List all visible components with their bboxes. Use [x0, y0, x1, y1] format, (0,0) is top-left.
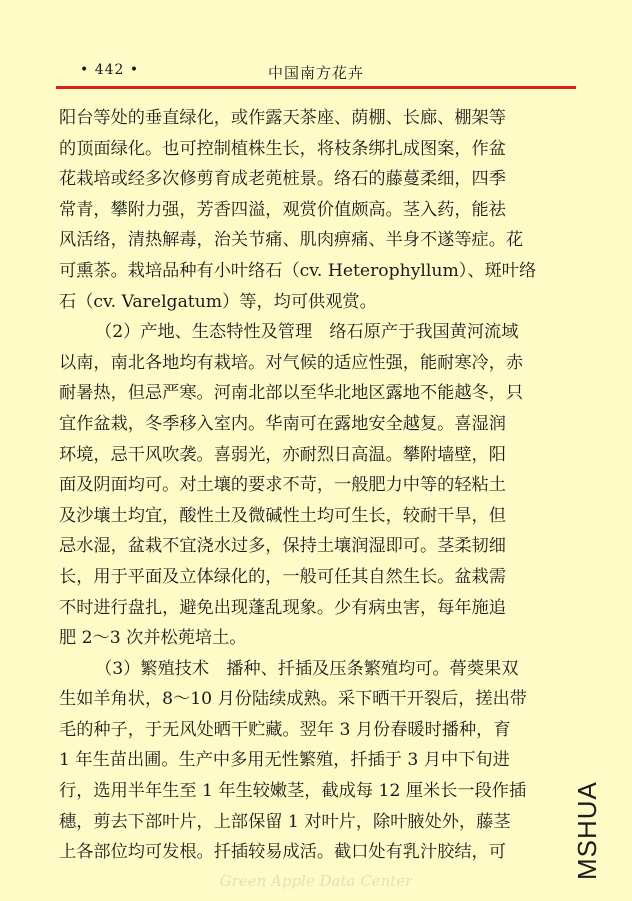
- watermark-bottom: Green Apple Data Center: [219, 872, 413, 890]
- body-line: 以南，南北各地均有栽培。对气候的适应性强，能耐寒冷，赤: [59, 352, 524, 373]
- section-heading-line: （2）产地、生态特性及管理 络石原产于我国黄河流域: [95, 322, 519, 343]
- body-line: 忌水湿，盆栽不宜浇水过多，保持土壤润湿即可。茎柔韧细: [59, 536, 506, 557]
- body-line: 上各部位均可发根。扦插较易成活。截口处有乳汁胶结，可: [59, 842, 506, 863]
- header-rule: [56, 86, 576, 89]
- body-line: 风活络，清热解毒，治关节痛、肌肉痹痛、半身不遂等症。花: [59, 230, 524, 251]
- body-line: 穗，剪去下部叶片，上部保留 1 对叶片，除叶腋处外，藤茎: [59, 811, 511, 832]
- body-line: 长，用于平面及立体绿化的，一般可任其自然生长。盆栽需: [59, 566, 506, 587]
- body-line: 行，选用半年生至 1 年生较嫩茎，截成每 12 厘米长一段作插: [59, 781, 527, 802]
- body-line: 生如羊角状，8～10 月份陆续成熟。采下晒干开裂后，搓出带: [59, 689, 527, 710]
- body-line: 宜作盆栽，冬季移入室内。华南可在露地安全越复。喜湿润: [59, 413, 506, 434]
- page-number: • 442 •: [80, 62, 140, 78]
- body-line: 阳台等处的垂直绿化，或作露天茶座、荫棚、长廊、棚架等: [59, 108, 506, 128]
- body-line: 花栽培或经多次修剪育成老蔸桩景。络石的藤蔓柔细，四季: [59, 169, 506, 190]
- body-line: 1 年生苗出圃。生产中多用无性繁殖，扦插于 3 月中下旬进: [59, 750, 510, 771]
- body-line: 常青，攀附力强，芳香四溢，观赏价值颇高。茎入药，能祛: [59, 199, 506, 220]
- body-line: 肥 2～3 次并松蔸培土。: [59, 628, 247, 649]
- body-text: [59, 103, 581, 868]
- body-line: 面及阴面均可。对土壤的要求不苛，一般肥力中等的轻粘土: [59, 475, 506, 496]
- body-line: 耐暑热，但忌严寒。河南北部以至华北地区露地不能越冬，只: [59, 383, 524, 404]
- section-heading-line: （3）繁殖技术 播种、扦插及压条繁殖均可。蓇葖果双: [95, 658, 519, 679]
- running-title: 中国南方花卉: [267, 64, 364, 82]
- body-line: 环境，忌干风吹袭。喜弱光，亦耐烈日高温。攀附墙壁，阳: [59, 444, 506, 465]
- body-line: 毛的种子，于无风处晒干贮藏。翌年 3 月份春暖时播种，育: [59, 719, 511, 740]
- body-line: 石（cv. Varelgatum）等，均可供观赏。: [59, 291, 377, 312]
- body-line: 的顶面绿化。也可控制植株生长，将枝条绑扎成图案，作盆: [59, 138, 506, 159]
- body-line: 及沙壤土均宜，酸性土及微碱性土均可生长，较耐干旱，但: [59, 505, 506, 526]
- body-line: 可熏茶。栽培品种有小叶络石（cv. Heterophyllum）、斑叶络: [59, 260, 537, 281]
- watermark-side: MSHUA: [572, 781, 602, 880]
- body-line: 不时进行盘扎，避免出现蓬乱现象。少有病虫害，每年施追: [59, 597, 506, 618]
- page-header: [56, 62, 576, 86]
